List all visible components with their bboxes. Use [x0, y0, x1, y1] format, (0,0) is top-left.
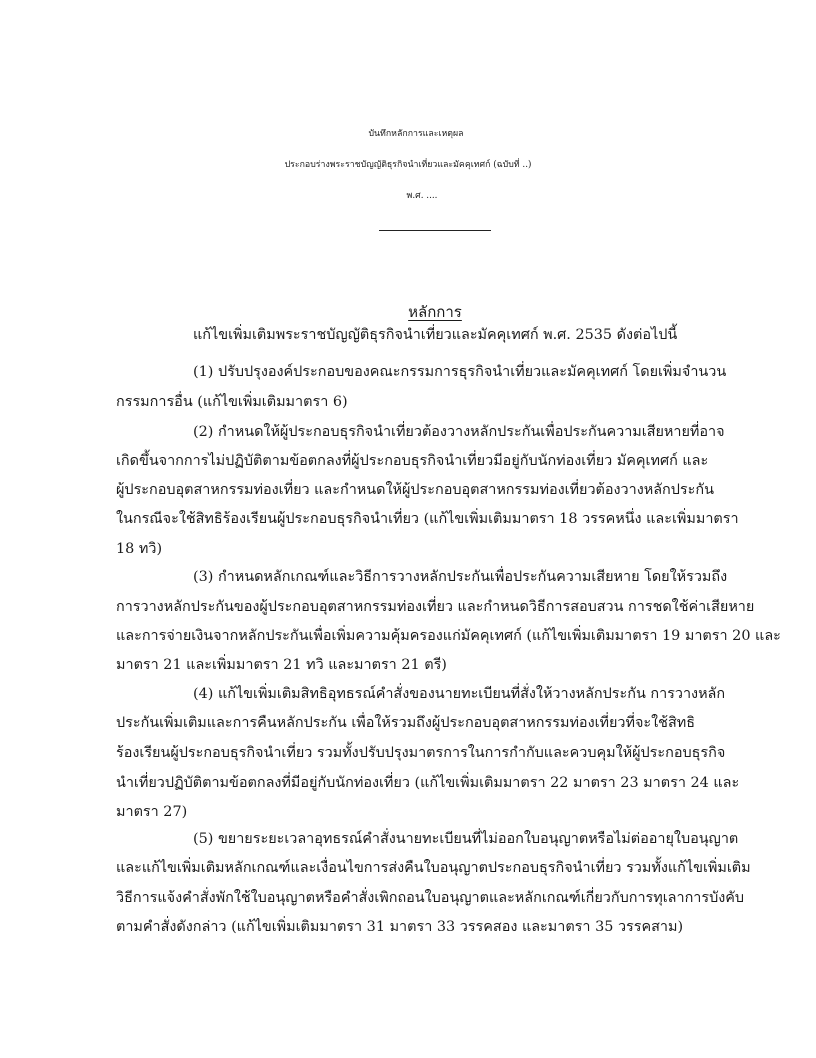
- section-intro: แก้ไขเพิ่มเติมพระราชบัญญัติธุรกิจนำเที่ยวและมัคคุเทศก์ พ.ศ. 2535 ดังต่อไปนี้: [193, 327, 678, 343]
- document-subtitle: ประกอบร่างพระราชบัญญัติธุรกิจนำเที่ยวและมัคคุเทศก์ (ฉบับที่ ..): [284, 160, 532, 170]
- item-1-line-1: (1) ปรับปรุงองค์ประกอบของคณะกรรมการธุรกิจนำเที่ยวและมัคคุเทศก์ โดยเพิ่มจำนวน: [193, 364, 727, 380]
- title-divider: [379, 230, 491, 231]
- item-2-line-4: ในกรณีจะใช้สิทธิร้องเรียนผู้ประกอบธุรกิจนำเที่ยว (แก้ไขเพิ่มเติมมาตรา 18 วรรคหนึ่ง และเพิ่มมาตรา: [116, 511, 739, 527]
- item-5-line-4: ตามคำสั่งดังกล่าว (แก้ไขเพิ่มเติมมาตรา 31 มาตรา 33 วรรคสอง และมาตรา 35 วรรคสาม): [116, 919, 684, 935]
- item-3-line-3: และการจ่ายเงินจากหลักประกันเพื่อเพิ่มความคุ้มครองแก่มัคคุเทศก์ (แก้ไขเพิ่มเติมมาตรา 19 มาตรา 20 และ: [116, 628, 781, 644]
- section-heading: [0, 302, 816, 322]
- item-5-line-3: วิธีการแจ้งคำสั่งพักใช้ใบอนุญาตหรือคำสั่งเพิกถอนใบอนุญาตและหลักเกณฑ์เกี่ยวกับการทุเลาการบังคับ: [116, 890, 745, 906]
- item-5-line-1: (5) ขยายระยะเวลาอุทธรณ์คำสั่งนายทะเบียนที่ไม่ออกใบอนุญาตหรือไม่ต่ออายุใบอนุญาต: [193, 831, 739, 847]
- item-4-line-5: มาตรา 27): [116, 804, 188, 820]
- item-1-line-2: กรรมการอื่น (แก้ไขเพิ่มเติมมาตรา 6): [116, 394, 348, 410]
- item-2-line-3: ผู้ประกอบอุตสาหกรรมท่องเที่ยว และกำหนดให้ผู้ประกอบอุตสาหกรรมท่องเที่ยวต้องวางหลักประกัน: [116, 482, 714, 498]
- document-year: พ.ศ. ....: [406, 191, 438, 201]
- item-3-line-1: (3) กำหนดหลักเกณฑ์และวิธีการวางหลักประกันเพื่อประกันความเสียหาย โดยให้รวมถึง: [193, 569, 728, 585]
- item-4-line-1: (4) แก้ไขเพิ่มเติมสิทธิอุทธรณ์คำสั่งของนายทะเบียนที่สั่งให้วางหลักประกัน การวางหลัก: [193, 686, 726, 702]
- item-3-line-4: มาตรา 21 และเพิ่มมาตรา 21 ทวิ และมาตรา 21 ตรี): [116, 657, 447, 673]
- item-2-line-1: (2) กำหนดให้ผู้ประกอบธุรกิจนำเที่ยวต้องวางหลักประกันเพื่อประกันความเสียหายที่อาจ: [193, 424, 725, 440]
- item-2-line-5: 18 ทวิ): [116, 541, 163, 557]
- item-3-line-2: การวางหลักประกันของผู้ประกอบอุตสาหกรรมท่องเที่ยว และกำหนดวิธีการสอบสวน การชดใช้ค่าเสียหาย: [116, 599, 755, 615]
- item-4-line-4: นำเที่ยวปฏิบัติตามข้อตกลงที่มีอยู่กับนักท่องเที่ยว (แก้ไขเพิ่มเติมมาตรา 22 มาตรา 23 มาตรา 24 และ: [116, 775, 740, 791]
- item-4-line-3: ร้องเรียนผู้ประกอบธุรกิจนำเที่ยว รวมทั้งปรับปรุงมาตรการในการกำกับและควบคุมให้ผู้ประกอบธุรกิจ: [116, 745, 726, 761]
- document-title: บันทึกหลักการและเหตุผล: [368, 129, 464, 139]
- item-5-line-2: และแก้ไขเพิ่มเติมหลักเกณฑ์และเงื่อนไขการส่งคืนใบอนุญาตประกอบธุรกิจนำเที่ยว รวมทั้งแก้ไขเพิ่มเติม: [116, 860, 751, 876]
- section-heading-text: หลักการ: [408, 303, 462, 321]
- item-4-line-2: ประกันเพิ่มเติมและการคืนหลักประกัน เพื่อให้รวมถึงผู้ประกอบอุตสาหกรรมท่องเที่ยวที่จะใช้สิทธิ: [116, 715, 696, 731]
- item-2-line-2: เกิดขึ้นจากการไม่ปฏิบัติตามข้อตกลงที่ผู้ประกอบธุรกิจนำเที่ยวมีอยู่กับนักท่องเที่ยว มัคคุเทศก์ และ: [116, 453, 709, 469]
